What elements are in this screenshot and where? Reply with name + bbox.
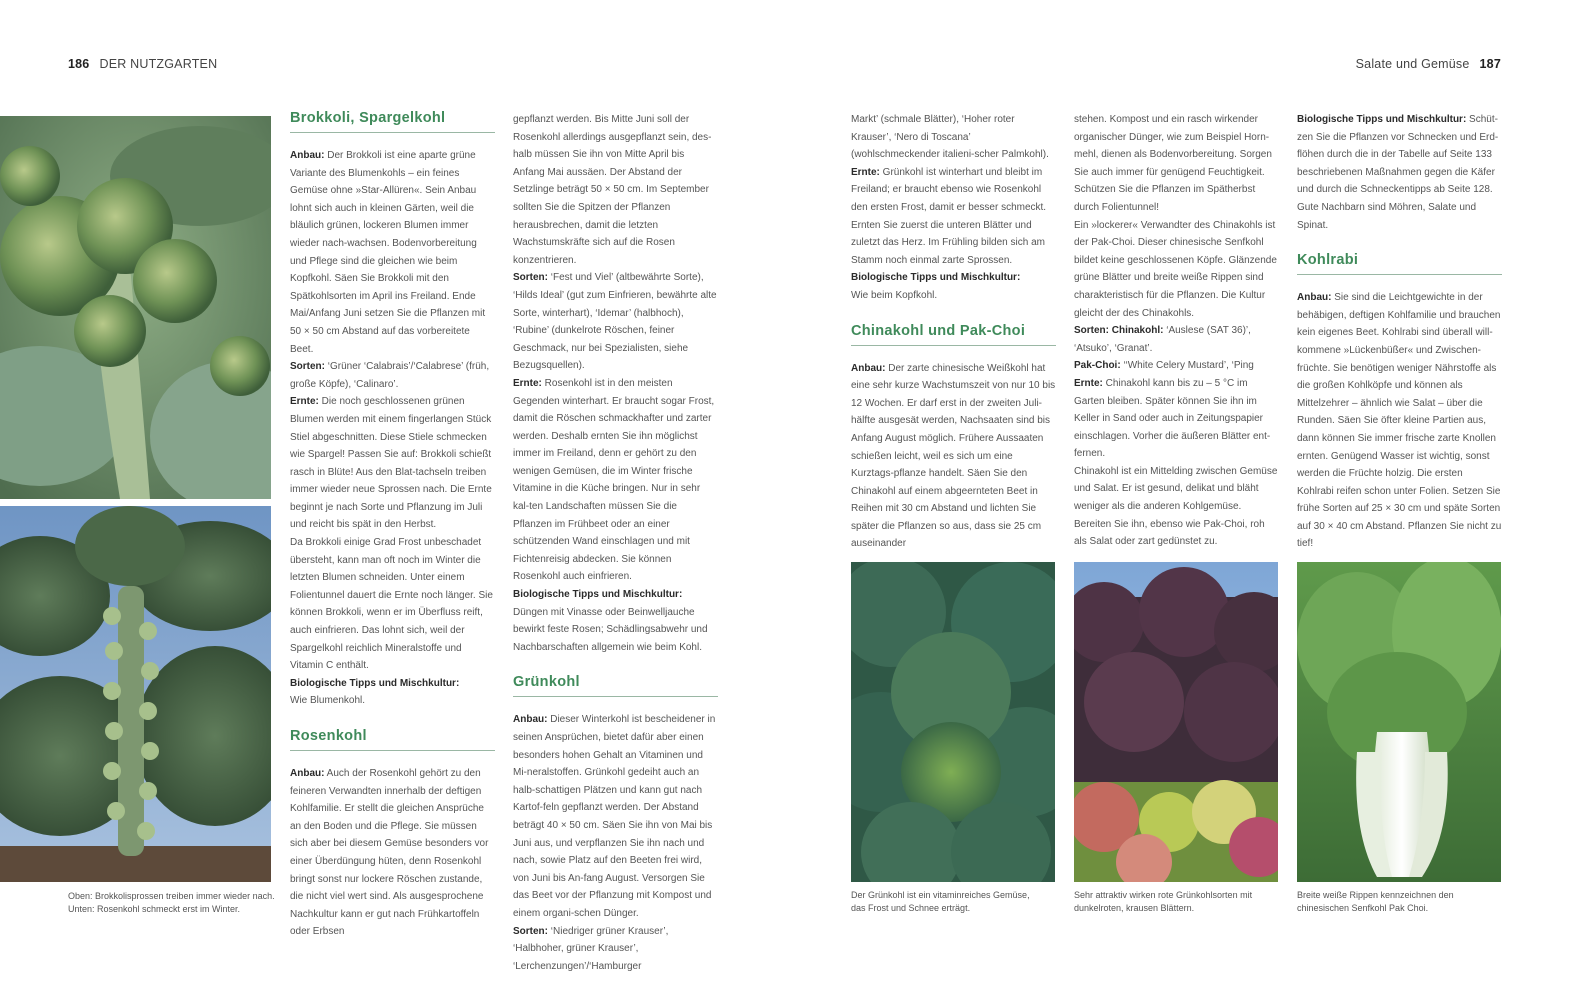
paragraph: Sorten: Chinakohl: ‘Auslese (SAT 36)’, ‘Atsuko’, ‘Granat’. (1074, 325, 1251, 354)
paragraph: Ein »lockerer« Verwandter des Chinakohls ist der Pak-Choi. Dieser chinesische Senfkohl bildet keine geschlossenen Köpfe. Glänzende grüne Blätter und breite weiße Rippen sind charakteristisch für die Pflanzen. Die Kultur gleicht der des Chinakohls. (1074, 219, 1277, 319)
caption-line: Der Grünkohl ist ein vitaminreiches Gemüse, (851, 890, 1030, 900)
right-section-title: Salate und Gemüse (1355, 57, 1470, 71)
text-column-2 (513, 111, 718, 975)
paragraph: Ernte: Grünkohl ist winterhart und bleibt im Freiland; er braucht ebenso wie Rosenkohl den ersten Frost, damit er besser schmeckt. Ernten Sie zuerst die unteren Blätter und zuletzt das Herz. Im Frühling bilden sich am Stamm noch einmal zarte Sprossen. (851, 166, 1047, 266)
caption-kale (851, 889, 1056, 915)
left-caption (68, 890, 278, 916)
paragraph: Anbau: Dieser Winterkohl ist bescheidener in seinen Ansprüchen, bietet dafür aber einen besonders hohen Gehalt an Vitaminen und Mi-neralstoffen. Grünkohl gedeiht auch an halb-schattigen Plätzen und kann gut nach Kartof-feln gepflanzt werden. Der Abstand beträgt 40 × 50 cm. Säen Sie ihn von Mai bis Juni aus, und verpflanzen Sie ihn nach und nach, sowie Platz auf den Beeten frei wird, von Juni bis An-fang August. Versorgen Sie das Beet vor der Pflanzung mit Kompost und einem organi-schen Dünger. (513, 714, 716, 919)
red-kale-photo (1074, 562, 1278, 882)
caption-red-kale (1074, 889, 1279, 915)
paragraph: Anbau: Sie sind die Leichtgewichte in der behäbigen, deftigen Kohlfamilie und brauchen kein eigenes Beet. Kohlrabi sind überall will-kommene »Lückenbüßer« und Zwischen-früchte. Sie benötigen weniger Nährstoffe als die großen Kohlköpfe und können als Mittelzehrer – ähnlich wie Salat – über die Runden. Säen Sie öfter kleine Partien aus, dann können Sie immer frische zarte Knollen ernten. Genügend Wasser ist wichtig, sonst werden die Früchte holzig. Die ersten Kohlrabi reifen schon unter Folien. Setzen Sie frühe Sorten auf 25 × 30 cm und späte Sorten auf 30 × 40 cm Abstand. Pflanzen Sie nicht zu tief! (1297, 292, 1502, 550)
paragraph: stehen. Kompost und ein rasch wirkender organischer Dünger, wie zum Beispiel Horn-mehl, dienen als Bodenvorbereitung. Sorgen Sie auch immer für genügend Feuchtigkeit. Schützen Sie die Pflanzen im Spätherbst durch Folientunnel! (1074, 114, 1272, 213)
caption-line: dunkelroten, krausen Blättern. (1074, 903, 1195, 913)
left-folio (68, 57, 217, 71)
heading-brokkoli: Brokkoli, Spargelkohl (290, 108, 495, 133)
caption-line: das Frost und Schnee erträgt. (851, 903, 971, 913)
paragraph: Pak-Choi: ‘‘White Celery Mustard’, ‘Ping (1074, 360, 1254, 372)
caption-pak-choi (1297, 889, 1502, 915)
paragraph: Biologische Tipps und Mischkultur: Schüt-zen Sie die Pflanzen vor Schnecken und Erd-flöhen durch die in der Tabelle auf Seite 133 beschriebenen Maßnahmen gegen die Käfer und durch die Schneckentipps ab Seite 128. Gute Nachbarn sind Möhren, Salate und Spinat. (1297, 114, 1499, 231)
text-column-1 (290, 108, 495, 941)
paragraph: Biologische Tipps und Mischkultur: (290, 677, 460, 689)
paragraph: Biologische Tipps und Mischkultur: (851, 272, 1021, 284)
text-column-4 (1074, 111, 1279, 551)
broccoli-photo (0, 116, 271, 499)
heading-kohlrabi: Kohlrabi (1297, 250, 1502, 275)
paragraph: Ernte: Rosenkohl ist in den meisten Gegenden winterhart. Er braucht sogar Frost, damit die Röschen schmackhafter und zarter werden. Deshalb ernten Sie ihn möglichst immer im Freiland, denn er gehört zu den wenigen Gemüsen, die im Winter frische Vitamine in die Küche bringen. Nur in sehr kal-ten Landschaften müssen Sie die Pflanzen im Frühbeet oder an einer schützenden Wand einschlagen und mit Fichtenreisig abdecken. Sie können Rosenkohl auch einfrieren. (513, 377, 715, 583)
paragraph: Chinakohl ist ein Mittelding zwischen Gemüse und Salat. Er ist gesund, delikat und bläht weniger als die anderen Kohlgemüse. Bereiten Sie ihn, ebenso wie Pak-Choi, roh als Salat oder zart gedünstet zu. (1074, 465, 1278, 548)
caption-line: Unten: Rosenkohl schmeckt erst im Winter. (68, 904, 241, 914)
paragraph: Sorten: ‘Fest und Viel’ (altbewährte Sorte), ‘Hilds Ideal’ (gut zum Einfrieren, bewährte alte Sorte, winterhart), ‘Idemar’ (halbhoch), ‘Rubine’ (dunkelrote Röschen, feiner Geschmack, nur bei Spezialisten, siehe Bezugsquellen). (513, 272, 717, 372)
paragraph: Sorten: ‘Niedriger grüner Krauser’, ‘Halbhoher, grüner Krauser’, ‘Lerchenzungen’/‘Hamburger (513, 925, 669, 972)
heading-gruenkohl: Grünkohl (513, 672, 718, 697)
paragraph: Ernte: Die noch geschlossenen grünen Blumen werden mit einem fingerlangen Stück Stiel abgeschnitten. Diese Stiele schmecken wie Spargel! Passen Sie auf: Brokkoli schießt rasch in Blüte! Aus den Blat-tachseln treiben immer wieder neue Sprossen nach. Die Ernte beginnt je nach Sorte und Pflanzung im Juli und reicht bis spät in den Herbst. (290, 396, 492, 531)
heading-rosenkohl: Rosenkohl (290, 726, 495, 751)
right-page-number: 187 (1479, 57, 1501, 71)
pak-choi-photo (1297, 562, 1501, 882)
kale-photo (851, 562, 1055, 882)
paragraph: gepflanzt werden. Bis Mitte Juni soll der Rosenkohl allerdings ausgepflanzt sein, des-halb müssen Sie ihn von Mitte April bis Anfang Mai aussäen. Der Abstand der Setzlinge beträgt 50 × 50 cm. Im September sollten Sie die Spitzen der Pflanzen herausbrechen, damit die letzten Wachstumskräfte sich auf die Rosen konzentrieren. (513, 114, 712, 266)
heading-chinakohl: Chinakohl und Pak-Choi (851, 321, 1056, 346)
caption-line: Oben: Brokkolisprossen treiben immer wieder nach. (68, 891, 275, 901)
right-folio (1356, 57, 1501, 71)
text-column-5 (1297, 111, 1502, 553)
paragraph: Sorten: ‘Grüner ‘Calabrais’/‘Calabrese’ (früh, große Köpfe), ‘Calinaro’. (290, 361, 490, 390)
paragraph: Wie Blumenkohl. (290, 695, 366, 707)
left-page-number: 186 (68, 57, 90, 71)
paragraph: Düngen mit Vinasse oder Beinwelljauche bewirkt feste Rosen; Schädlingsabwehr und Nachbarschaften allgemein wie beim Kohl. (513, 606, 708, 653)
paragraph: Anbau: Der zarte chinesische Weißkohl hat eine sehr kurze Wachstumszeit von nur 10 bis 12 Wochen. Er darf erst in der zweiten Juli-hälfte ausgesät werden, Nachsaaten sind bis Anfang August möglich. Frühere Aussaaten schießen leicht, weil es sich um eine Kurztags-pflanze handelt. Säen Sie den Chinakohl auf einem abgeernteten Beet in Reihen mit 30 cm Abstand und lichten Sie später die Pflanzen so aus, dass sie 25 cm auseinander (851, 362, 1056, 550)
left-section-title: DER NUTZGARTEN (99, 57, 218, 71)
paragraph: Anbau: Der Brokkoli ist eine aparte grüne Variante des Blumenkohls – ein feines Gemüse ohne »Star-Allüren«. Sein Anbau lohnt sich auch in kleinen Gärten, weil die bläulich grünen, lockeren Blumen immer wieder nach-wachsen. Bodenvorbereitung und Pflege sind die gleichen wie beim Kopfkohl. Säen Sie Brokkoli mit den Spätkohlsorten im April ins Freiland. Ende Mai/Anfang Juni setzen Sie die Pflanzen mit 50 × 50 cm Abstand auf das vorbereitete Beet. (290, 150, 486, 355)
paragraph: Anbau: Auch der Rosenkohl gehört zu den feineren Verwandten innerhalb der deftigen Kohlfamilie. Er stellt die gleichen Ansprüche an den Boden und die Pflege. Sie müssen sich aber bei diesem Gemüse besonders vor einer Überdüngung hüten, denn Rosenkohl bringt sonst nur lockere Röschen zustande, die nicht viel wert sind. Als ausgesprochene Nachkultur kann er gut nach Frühkartoffeln oder Erbsen (290, 768, 489, 938)
brussels-sprouts-photo (0, 506, 271, 882)
text-column-3 (851, 111, 1056, 553)
caption-line: Breite weiße Rippen kennzeichnen den (1297, 890, 1454, 900)
paragraph: Wie beim Kopfkohl. (851, 289, 938, 301)
caption-line: Sehr attraktiv wirken rote Grünkohlsorten mit (1074, 890, 1253, 900)
paragraph: Biologische Tipps und Mischkultur: (513, 589, 683, 601)
paragraph: Ernte: Chinakohl kann bis zu – 5 °C im Garten bleiben. Später können Sie ihn im Keller in Sand oder auch in Zeitungspapier einschlagen. Vorher die äußeren Blätter ent-fernen. (1074, 377, 1271, 460)
caption-line: chinesischen Senfkohl Pak Choi. (1297, 903, 1429, 913)
paragraph: Da Brokkoli einige Grad Frost unbeschadet übersteht, kann man oft noch im Winter die letzten Blumen schneiden. Unter einem Folientunnel dauert die Ernte noch länger. Sie können Brokkoli, wenn er im Überfluss reift, auch einfrieren. Das lohnt sich, weil der Spargelkohl reichlich Mineralstoffe und Vitamin C enthält. (290, 537, 493, 672)
paragraph: Markt’ (schmale Blätter), ‘Hoher roter Krauser’, ‘Nero di Toscana’ (wohlschmeckender italieni-scher Palmkohl). (851, 114, 1049, 161)
